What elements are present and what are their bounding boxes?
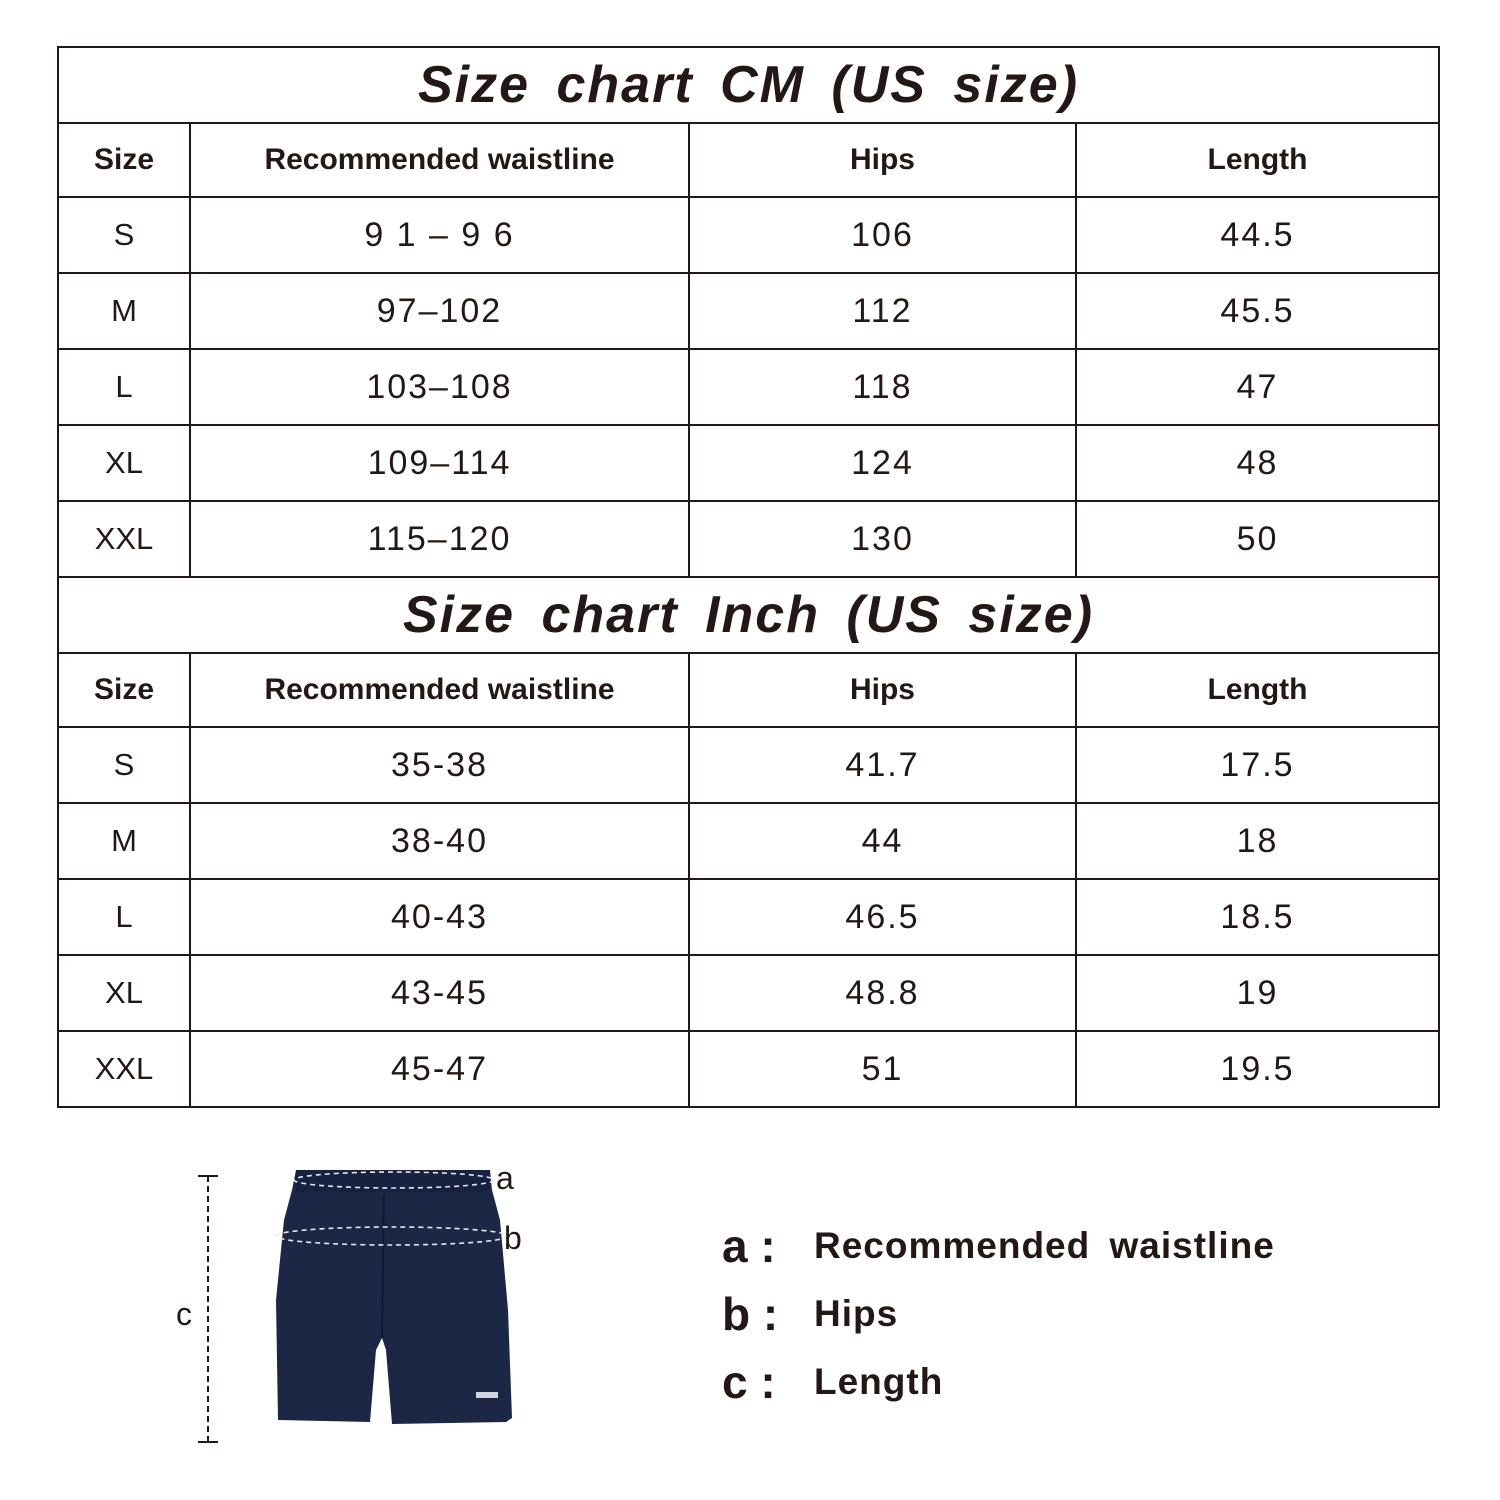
legend-label: Recommended waistline xyxy=(814,1225,1275,1266)
length-cell: 45.5 xyxy=(1076,273,1439,349)
cm-header-waistline: Recommended waistline xyxy=(190,123,689,197)
legend-key: c : xyxy=(722,1356,776,1408)
inch-row-m xyxy=(58,803,1439,879)
length-cell: 17.5 xyxy=(1076,727,1439,803)
marker-b: b xyxy=(504,1220,522,1256)
size-cell: M xyxy=(58,273,190,349)
shorts-body xyxy=(276,1170,512,1424)
legend-label: Length xyxy=(814,1361,944,1402)
hips-cell: 130 xyxy=(689,501,1076,577)
hips-cell: 41.7 xyxy=(689,727,1076,803)
inch-header-length: Length xyxy=(1076,653,1439,727)
length-cell: 47 xyxy=(1076,349,1439,425)
waistline-cell: 45-47 xyxy=(190,1031,689,1107)
inch-row-xxl xyxy=(58,1031,1439,1107)
legend-item-b xyxy=(722,1280,1462,1348)
legend-label: Hips xyxy=(814,1293,899,1334)
shorts-logo-mark xyxy=(476,1392,498,1398)
length-cell: 19 xyxy=(1076,955,1439,1031)
length-cell: 50 xyxy=(1076,501,1439,577)
hips-cell: 124 xyxy=(689,425,1076,501)
length-cell: 48 xyxy=(1076,425,1439,501)
cm-row-s xyxy=(58,197,1439,273)
marker-c: c xyxy=(176,1296,192,1332)
waistline-cell: 97–102 xyxy=(190,273,689,349)
hips-cell: 118 xyxy=(689,349,1076,425)
inch-header-size: Size xyxy=(58,653,190,727)
cm-header-row xyxy=(58,123,1439,197)
hips-cell: 48.8 xyxy=(689,955,1076,1031)
legend-item-c xyxy=(722,1348,1462,1416)
cm-row-m xyxy=(58,273,1439,349)
hips-cell: 46.5 xyxy=(689,879,1076,955)
waistline-cell: 115–120 xyxy=(190,501,689,577)
inch-row-s xyxy=(58,727,1439,803)
cm-row-xxl xyxy=(58,501,1439,577)
size-cell: XXL xyxy=(58,1031,190,1107)
waistline-cell: 43-45 xyxy=(190,955,689,1031)
size-cell: S xyxy=(58,727,190,803)
size-cell: L xyxy=(58,879,190,955)
measurement-legend xyxy=(722,1212,1462,1416)
length-cell: 18 xyxy=(1076,803,1439,879)
inch-row-xl xyxy=(58,955,1439,1031)
size-cell: M xyxy=(58,803,190,879)
size-cell: XXL xyxy=(58,501,190,577)
legend-key: a : xyxy=(722,1220,776,1272)
inch-row-l xyxy=(58,879,1439,955)
hips-cell: 44 xyxy=(689,803,1076,879)
cm-header-hips: Hips xyxy=(689,123,1076,197)
shorts-measurement-diagram xyxy=(170,1160,540,1460)
inch-chart-title: Size chart Inch (US size) xyxy=(58,577,1439,653)
cm-row-l xyxy=(58,349,1439,425)
waistline-cell: 40-43 xyxy=(190,879,689,955)
inch-header-row xyxy=(58,653,1439,727)
legend-item-a xyxy=(722,1212,1462,1280)
size-cell: S xyxy=(58,197,190,273)
shorts-illustration xyxy=(170,1160,540,1460)
inch-header-hips: Hips xyxy=(689,653,1076,727)
cm-header-length: Length xyxy=(1076,123,1439,197)
cm-title-row xyxy=(58,47,1439,123)
waistline-cell: 38-40 xyxy=(190,803,689,879)
waistline-cell: 35-38 xyxy=(190,727,689,803)
hips-cell: 112 xyxy=(689,273,1076,349)
size-cell: L xyxy=(58,349,190,425)
size-cell: XL xyxy=(58,955,190,1031)
size-cell: XL xyxy=(58,425,190,501)
waistline-cell: 103–108 xyxy=(190,349,689,425)
legend-key: b : xyxy=(722,1288,779,1340)
length-cell: 18.5 xyxy=(1076,879,1439,955)
length-cell: 19.5 xyxy=(1076,1031,1439,1107)
waistline-cell: 109–114 xyxy=(190,425,689,501)
inch-title-row xyxy=(58,577,1439,653)
cm-header-size: Size xyxy=(58,123,190,197)
length-cell: 44.5 xyxy=(1076,197,1439,273)
hips-cell: 51 xyxy=(689,1031,1076,1107)
hips-cell: 106 xyxy=(689,197,1076,273)
inch-header-waistline: Recommended waistline xyxy=(190,653,689,727)
size-chart-table xyxy=(57,46,1440,1108)
marker-a: a xyxy=(496,1160,514,1196)
cm-chart-title: Size chart CM (US size) xyxy=(58,47,1439,123)
cm-row-xl xyxy=(58,425,1439,501)
waistline-cell: 9 1 – 9 6 xyxy=(190,197,689,273)
